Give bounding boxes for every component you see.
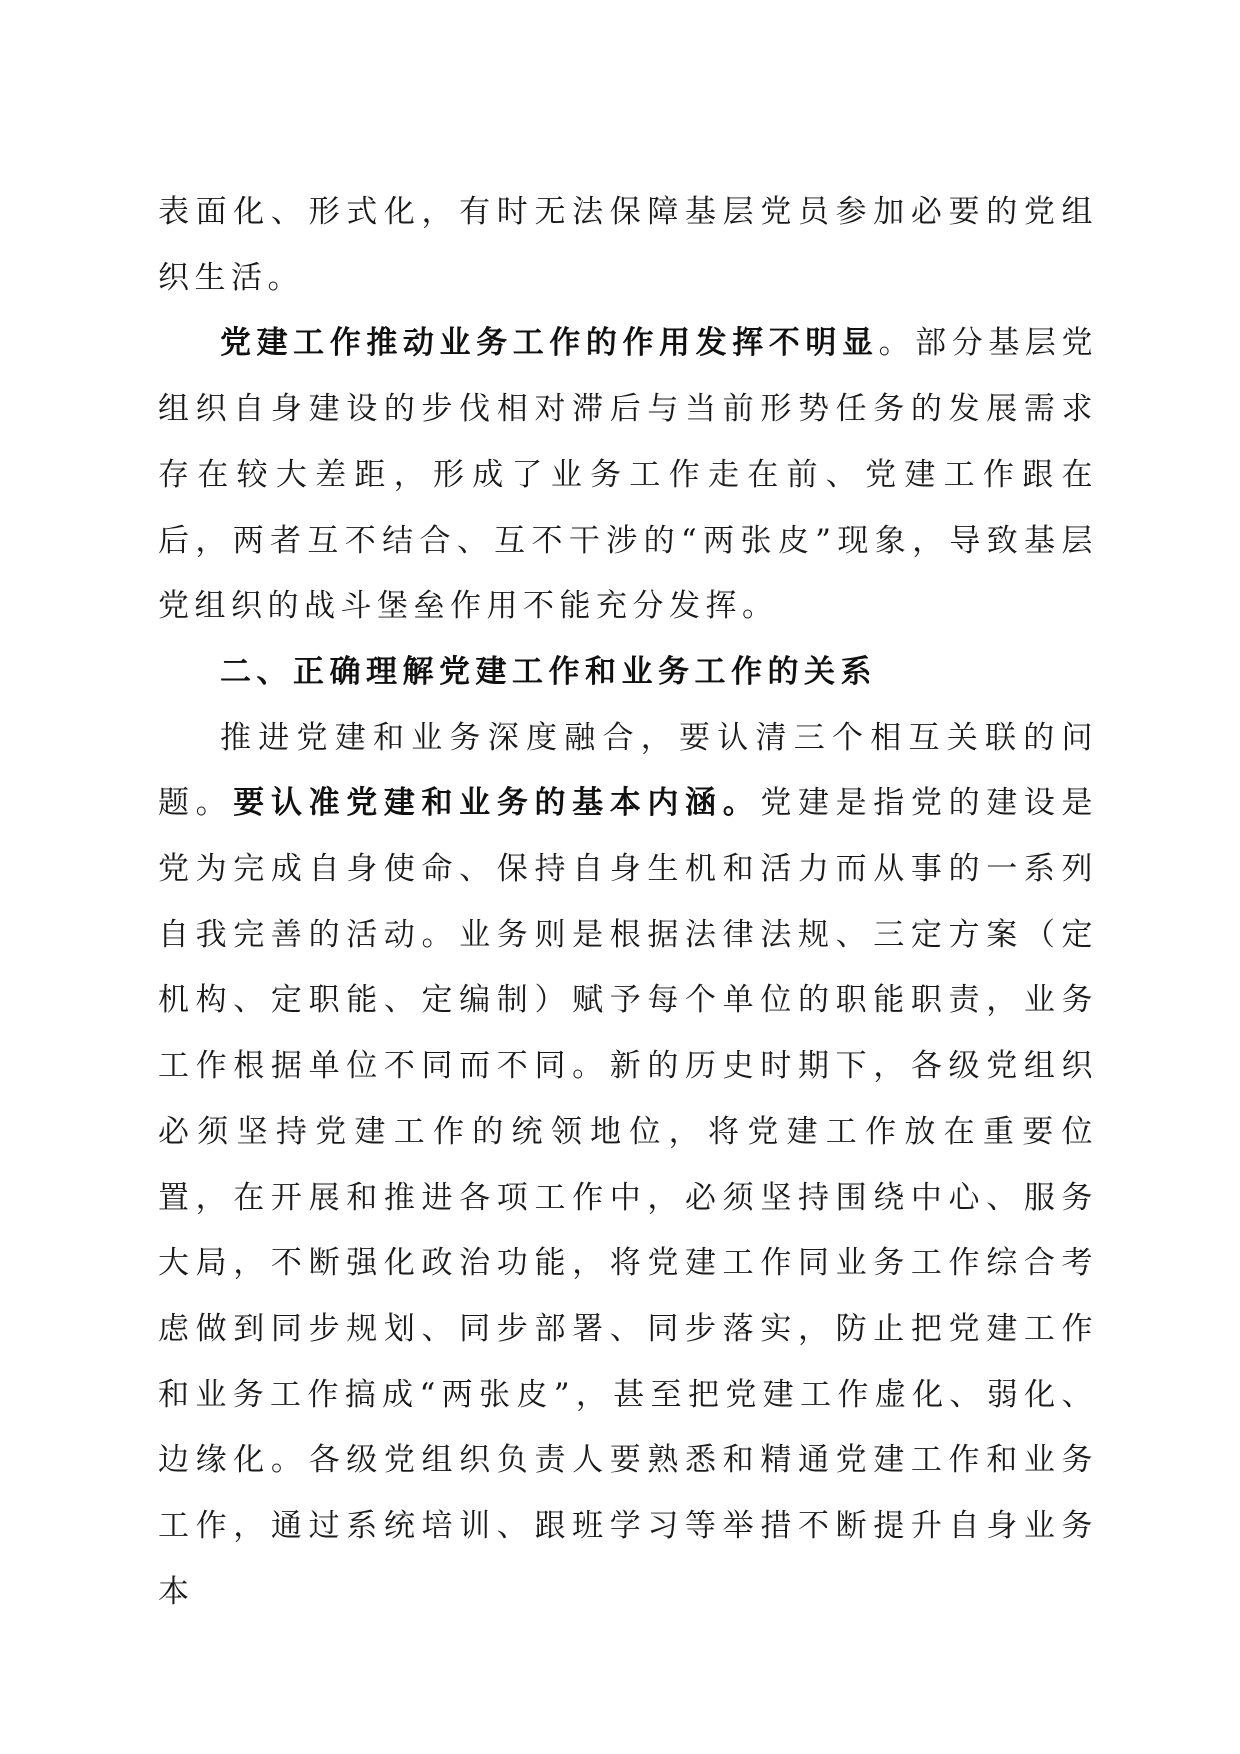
paragraph-text: 表面化、形式化，有时无法保障基层党员参加必要的党组织生活。 <box>158 194 1098 296</box>
section-heading <box>158 640 1098 706</box>
paragraph-continuation <box>158 180 1098 311</box>
paragraph-lead-heading: 要认准党建和业务的基本内涵。 <box>233 785 761 822</box>
paragraph-text: 。部分基层党组织自身建设的步伐相对滞后与当前形势任务的发展需求存在较大差距，形成了业务工作走在前、党建工作跟在后，两者互不结合、互不干涉的“两张皮”现象，导致基层党组织的战斗堡垒作用不能充分发挥。 <box>158 325 1099 625</box>
section-heading-text: 二、正确理解党建工作和业务工作的关系 <box>220 653 877 690</box>
paragraph-relationship <box>158 706 1098 1626</box>
document-body <box>158 180 1098 1625</box>
paragraph-text: 党建是指党的建设是党为完成自身使命、保持自身生机和活力而从事的一系列自我完善的活动。业务则是根据法律法规、三定方案（定机构、定职能、定编制）赋予每个单位的职能职责，业务工作根据单位不同而不同。新的历史时期下，各级党组织必须坚持党建工作的统领地位，将党建工作放在重要位置，在开展和推进各项工作中，必须坚持围绕中心、服务大局，不断强化政治功能，将党建工作同业务工作综合考虑做到同步规划、同步部署、同步落实，防止把党建工作和业务工作搞成“两张皮”，甚至把党建工作虚化、弱化、边缘化。各级党组织负责人要熟悉和精通党建工作和业务工作，通过系统培训、跟班学习等举措不断提升自身业务本 <box>158 785 1099 1610</box>
paragraph-text: 推进党建和业务深度融合，要认清三个相互关联的问题。 <box>158 719 1098 822</box>
paragraph-integration-problem <box>158 311 1098 640</box>
paragraph-lead-heading: 党建工作推动业务工作的作用发挥不明显 <box>220 325 879 362</box>
